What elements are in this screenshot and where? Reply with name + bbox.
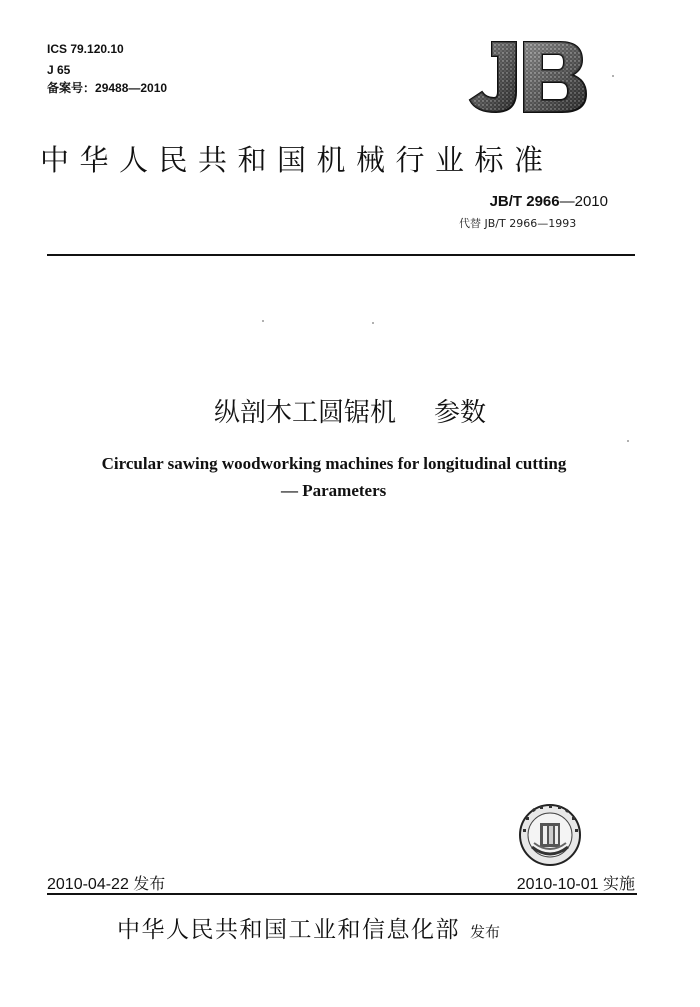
standard-code: JB/T 2966 xyxy=(489,193,560,210)
footer-divider xyxy=(47,893,637,895)
standard-number xyxy=(490,193,608,210)
document-title-cn xyxy=(0,392,700,429)
implementation-date xyxy=(517,871,635,894)
scan-speck xyxy=(627,440,629,442)
scan-speck xyxy=(612,75,614,77)
jb-emblem-icon xyxy=(462,36,592,118)
header-divider xyxy=(47,254,635,256)
replaces-standard: 代替 JB/T 2966—1993 xyxy=(459,217,577,230)
implementation-date-value: 2010-10-01 xyxy=(516,876,599,893)
publisher-action: 发布 xyxy=(470,923,501,941)
issue-date xyxy=(47,871,165,894)
record-label: 备案号： xyxy=(47,81,96,95)
scan-speck xyxy=(372,322,374,324)
record-number xyxy=(47,80,167,96)
standard-year: —2010 xyxy=(559,193,608,210)
organization-title: 中华人民共和国机械行业标准 xyxy=(40,143,554,177)
title-cn-main: 纵剖木工圆锯机 xyxy=(213,398,396,428)
record-value: 29488—2010 xyxy=(95,81,168,95)
issue-date-value: 2010-04-22 xyxy=(47,876,129,893)
publisher xyxy=(117,911,500,944)
document-title-en: Circular sawing woodworking machines for longitudinal cutting xyxy=(101,454,567,473)
implementation-label: 实施 xyxy=(602,874,635,893)
classification-code: J 65 xyxy=(47,63,71,77)
publisher-name: 中华人民共和国工业和信息化部 xyxy=(117,917,460,943)
scan-speck xyxy=(262,320,264,322)
document-subtitle-en: — Parameters xyxy=(281,481,387,500)
ics-code: ICS 79.120.10 xyxy=(47,42,124,56)
issue-label: 发布 xyxy=(133,874,166,893)
ministry-seal-icon xyxy=(518,803,582,867)
title-cn-sub: 参数 xyxy=(434,398,487,428)
